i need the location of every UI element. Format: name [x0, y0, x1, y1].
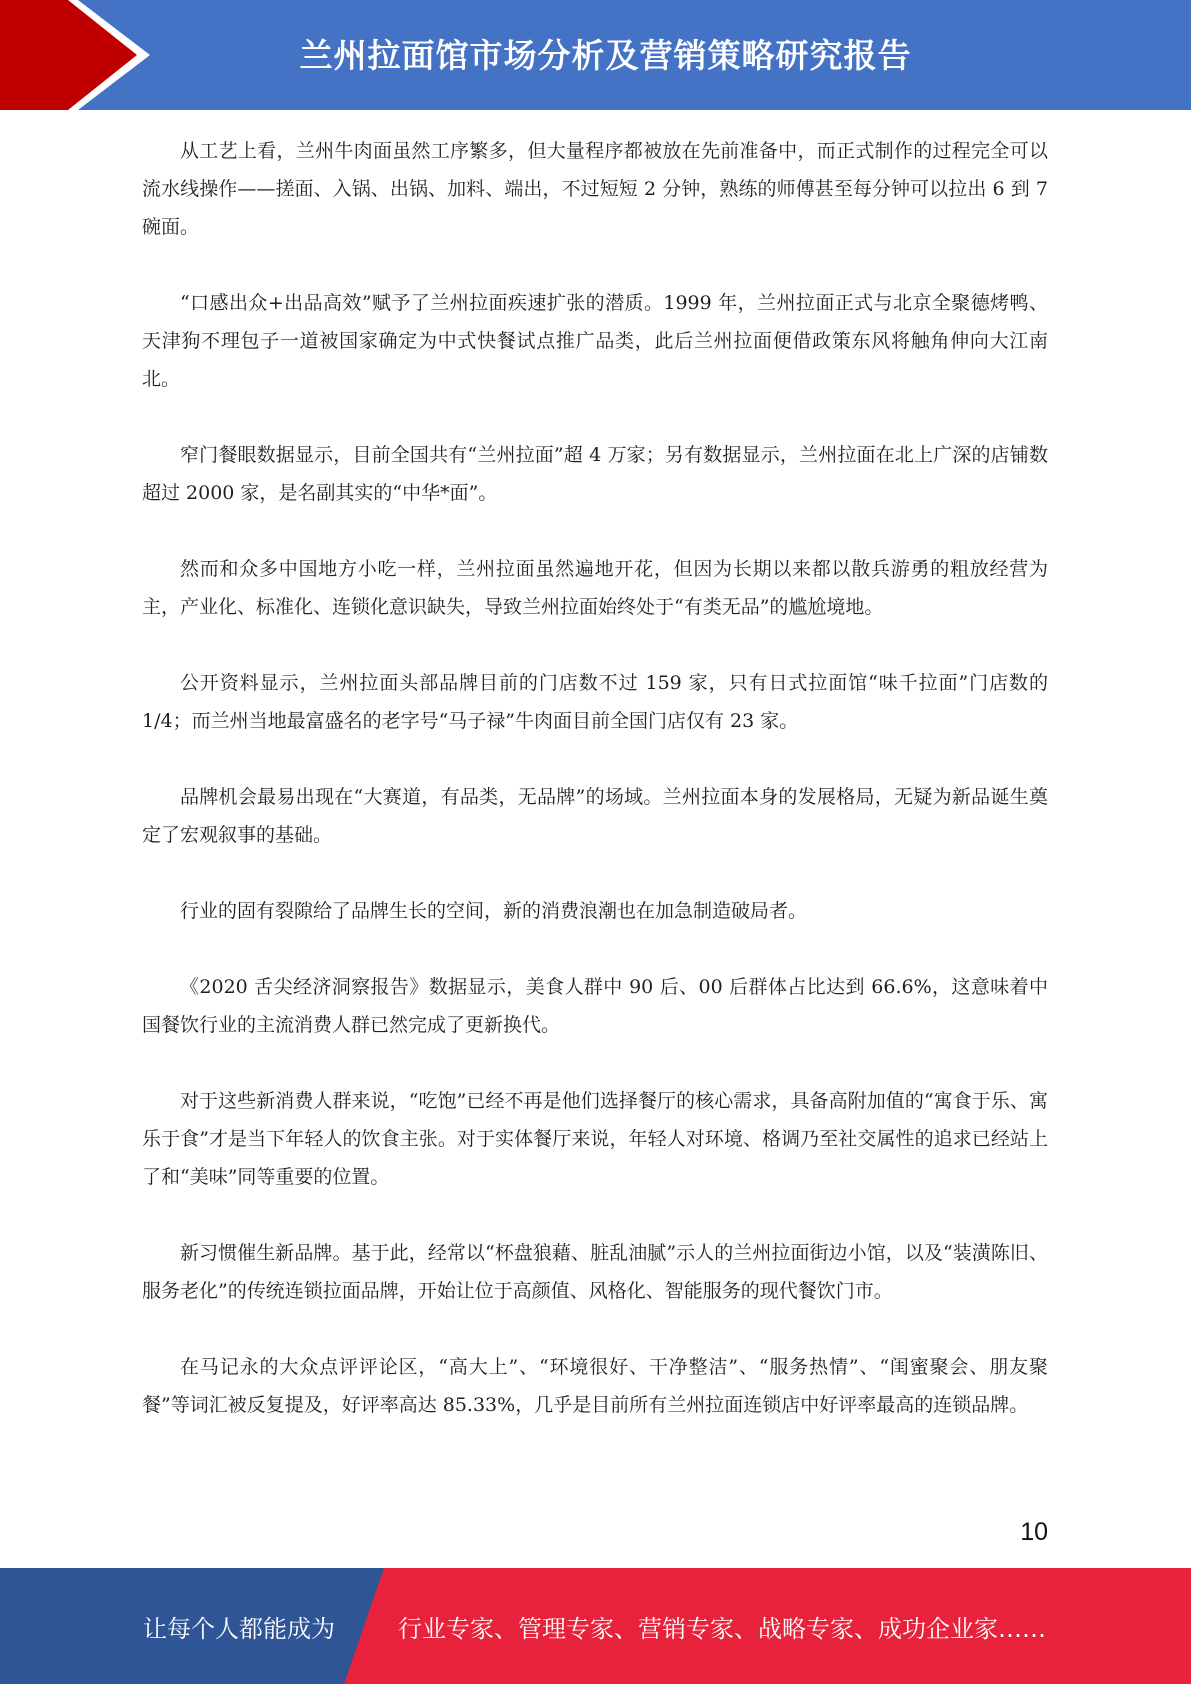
- paragraph: 《2020 舌尖经济洞察报告》数据显示，美食人群中 90 后、00 后群体占比达到 66.6%，这意味着中国餐饮行业的主流消费人群已然完成了更新换代。: [142, 976, 1048, 1036]
- paragraph: 从工艺上看，兰州牛肉面虽然工序繁多，但大量程序都被放在先前准备中，而正式制作的过程完全可以流水线操作——搓面、入锅、出锅、加料、端出，不过短短 2 分钟，熟练的师傅甚至每分钟可以拉出 6 到 7 碗面。: [142, 140, 1048, 238]
- paragraph: 然而和众多中国地方小吃一样，兰州拉面虽然遍地开花，但因为长期以来都以散兵游勇的粗放经营为主，产业化、标准化、连锁化意识缺失，导致兰州拉面始终处于“有类无品”的尴尬境地。: [142, 558, 1048, 618]
- paragraph: 公开资料显示，兰州拉面头部品牌目前的门店数不过 159 家，只有日式拉面馆“味千拉面”门店数的 1/4；而兰州当地最富盛名的老字号“马子禄”牛肉面目前全国门店仅有 23 家。: [142, 672, 1048, 732]
- paragraph: 窄门餐眼数据显示，目前全国共有“兰州拉面”超 4 万家；另有数据显示，兰州拉面在北上广深的店铺数超过 2000 家，是名副其实的“中华*面”。: [142, 444, 1048, 504]
- page-header: [0, 0, 1191, 112]
- paragraph: 新习惯催生新品牌。基于此，经常以“杯盘狼藉、脏乱油腻”示人的兰州拉面街边小馆，以及“装潢陈旧、服务老化”的传统连锁拉面品牌，开始让位于高颜值、风格化、智能服务的现代餐饮门市。: [142, 1242, 1048, 1302]
- document-body: [142, 132, 1048, 1462]
- paragraph: “口感出众+出品高效”赋予了兰州拉面疾速扩张的潜质。1999 年，兰州拉面正式与北京全聚德烤鸭、天津狗不理包子一道被国家确定为中式快餐试点推广品类，此后兰州拉面便借政策东风将触角伸向大江南北。: [142, 292, 1048, 390]
- footer-slogan-left: 让每个人都能成为: [143, 1614, 335, 1643]
- page-number: 10: [1020, 1518, 1048, 1546]
- paragraph: 行业的固有裂隙给了品牌生长的空间，新的消费浪潮也在加急制造破局者。: [180, 900, 808, 922]
- page-title: 兰州拉面馆市场分析及营销策略研究报告: [299, 35, 912, 75]
- page-footer: [0, 1568, 1191, 1684]
- paragraph: 对于这些新消费人群来说，“吃饱”已经不再是他们选择餐厅的核心需求，具备高附加值的“寓食于乐、寓乐于食”才是当下年轻人的饮食主张。对于实体餐厅来说，年轻人对环境、格调乃至社交属性的追求已经站上了和“美味”同等重要的位置。: [142, 1090, 1048, 1188]
- footer-slogan-right: 行业专家、管理专家、营销专家、战略专家、成功企业家……: [398, 1614, 1046, 1643]
- paragraph: 品牌机会最易出现在“大赛道，有品类，无品牌”的场域。兰州拉面本身的发展格局，无疑为新品诞生奠定了宏观叙事的基础。: [142, 786, 1048, 846]
- paragraph: 在马记永的大众点评评论区，“高大上”、“环境很好、干净整洁”、“服务热情”、“闺蜜聚会、朋友聚餐”等词汇被反复提及，好评率高达 85.33%，几乎是目前所有兰州拉面连锁店中好评率最高的连锁品牌。: [142, 1356, 1048, 1416]
